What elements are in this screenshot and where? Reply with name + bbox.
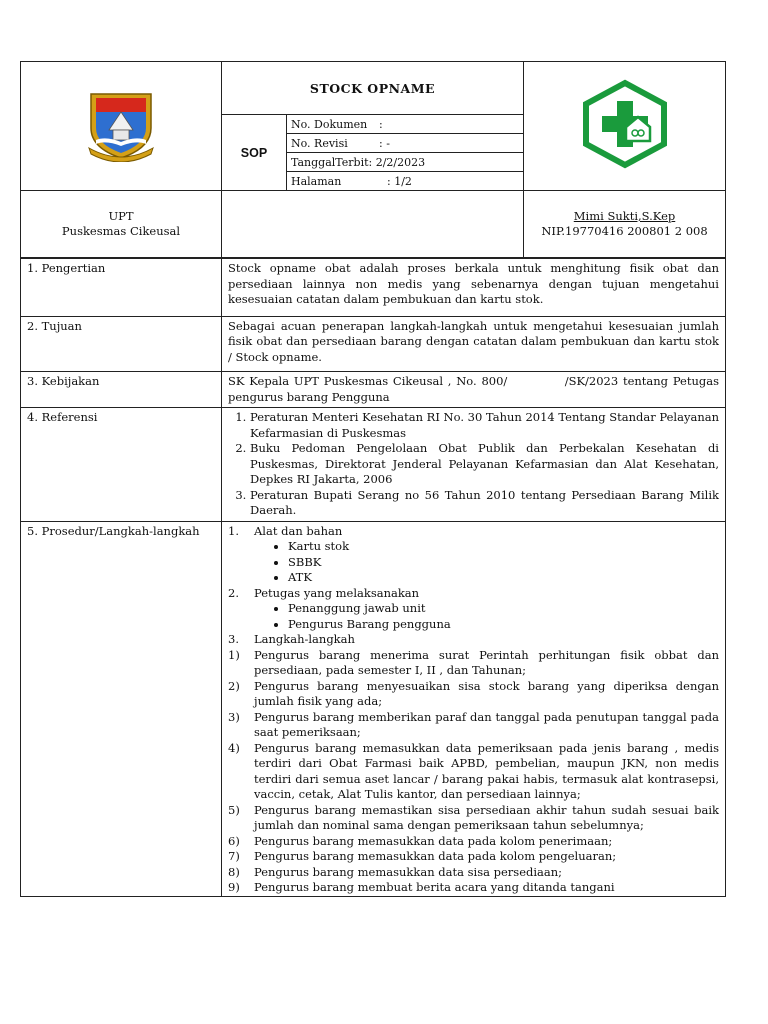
procedure-step: 3) Pengurus barang memberikan paraf dan tanggal pada penutupan tanggal pada saat pemeriksaan; (228, 709, 719, 739)
sop-document (20, 61, 725, 897)
regency-crest-cell (21, 62, 222, 191)
section-label: 5. Prosedur/Langkah-langkah (21, 521, 222, 896)
signer-block (524, 191, 726, 258)
meta-row: No. Revisi : - (287, 134, 523, 153)
list-item: • Kartu stok (288, 539, 719, 555)
section-prosedur (21, 521, 726, 896)
list-item: • Penanggung jawab unit (288, 601, 719, 617)
procedure-group: 1. Alat dan bahan • Kartu stok • SBBK • ATK (228, 524, 719, 586)
list-item: • Pengurus Barang pengguna (288, 617, 719, 633)
procedure-step: 2) Pengurus barang menyesuaikan sisa stock barang yang diperiksa dengan jumlah fisik yang ada; (228, 678, 719, 708)
signer-name: Mimi Sukti,S.Kep (573, 209, 676, 223)
section-label: 1. Pengertian (21, 259, 222, 317)
section-kebijakan (21, 372, 726, 408)
section-text: SK Kepala UPT Puskesmas Cikeusal , No. 800/ /SK/2023 tentang Petugas pengurus barang Pengguna (222, 372, 726, 408)
reference-item: 2. Buku Pedoman Pengelolaan Obat Publik dan Perbekalan Kesehatan di Puskesmas, Direktorat Jenderal Pelayanan Kefarmasian dan Alat Kesehatan, Depkes RI Jakarta, 2006 (250, 441, 719, 488)
reference-item: 1. Peraturan Menteri Kesehatan RI No. 30 Tahun 2014 Tentang Standar Pelayanan Kefarmasian di Puskesmas (250, 410, 719, 441)
procedure-group: 2. Petugas yang melaksanakan • Penanggung jawab unit • Pengurus Barang pengguna (228, 586, 719, 633)
meta-row: Halaman : 1/2 (291, 174, 412, 188)
procedure-group: 3. Langkah-langkah (228, 632, 355, 646)
section-text (222, 521, 726, 896)
procedure-step: 7) Pengurus barang memasukkan data pada kolom pengeluaran; (228, 849, 617, 863)
document-title: STOCK OPNAME (222, 62, 524, 115)
procedure-step: 5) Pengurus barang memastikan sisa persediaan akhir tahun sudah sesuai baik jumlah dan nominal sama dengan pemeriksaan tahun sebelumnya; (228, 802, 719, 832)
sop-body (20, 258, 726, 897)
procedure-step: 4) Pengurus barang memasukkan data pemeriksaan pada jenis barang , medis terdiri dari Obat Farmasi baik APBD, pembelian, maupun JKN, non medis terdiri dari semua aset lancar / barang pakai habis, termasuk alat kontrasepsi, vaccin, cetak, Alat Tulis kantor, dan persediaan lainnya; (228, 740, 719, 801)
section-text: Stock opname obat adalah proses berkala untuk menghitung fisik obat dan persediaan lainnya non medis yang sebenarnya dengan tujuan mengetahui kesesuaian catatan dalam pembukuan dan kartu stok. (222, 259, 726, 317)
blank-cell (222, 191, 524, 258)
reference-item: 3. Peraturan Bupati Serang no 56 Tahun 2010 tentang Persediaan Barang Milik Daerah. (250, 488, 719, 519)
sop-header (20, 61, 726, 258)
procedure-step: 1) Pengurus barang menerima surat Perintah perhitungan fisik obbat dan persediaan, pada semester I, II , dan Tahunan; (228, 647, 719, 677)
section-label: 3. Kebijakan (21, 372, 222, 408)
section-referensi (21, 408, 726, 522)
procedure-step: 6) Pengurus barang memasukkan data pada kolom penerimaan; (228, 833, 613, 848)
section-label: 2. Tujuan (21, 316, 222, 372)
list-item: • ATK (288, 570, 719, 586)
meta-row: No. Dokumen : (287, 115, 523, 134)
puskesmas-logo-icon (580, 79, 670, 169)
sop-label: SOP (222, 115, 287, 191)
section-text: Sebagai acuan penerapan langkah-langkah untuk mengetahui kesesuaian jumlah fisik obat dan persediaan barang dengan catatan dalam pembukuan dan kartu stok / Stock opname. (222, 316, 726, 372)
section-tujuan (21, 316, 726, 372)
meta-row: TanggalTerbit: 2/2/2023 (287, 153, 523, 172)
list-item: • SBBK (288, 555, 719, 571)
procedure-step: 9) Pengurus barang membuat berita acara yang ditanda tangani (228, 880, 615, 894)
section-label: 4. Referensi (21, 408, 222, 522)
procedure-step: 8) Pengurus barang memasukkan data sisa persediaan; (228, 864, 563, 879)
regency-crest-icon (81, 86, 161, 162)
section-pengertian (21, 259, 726, 317)
organization-name: UPT Puskesmas Cikeusal (21, 191, 222, 258)
signer-nip: NIP.19770416 200801 2 008 (541, 224, 708, 238)
puskesmas-logo-cell (524, 62, 726, 191)
document-meta (287, 115, 524, 191)
section-text (222, 408, 726, 522)
